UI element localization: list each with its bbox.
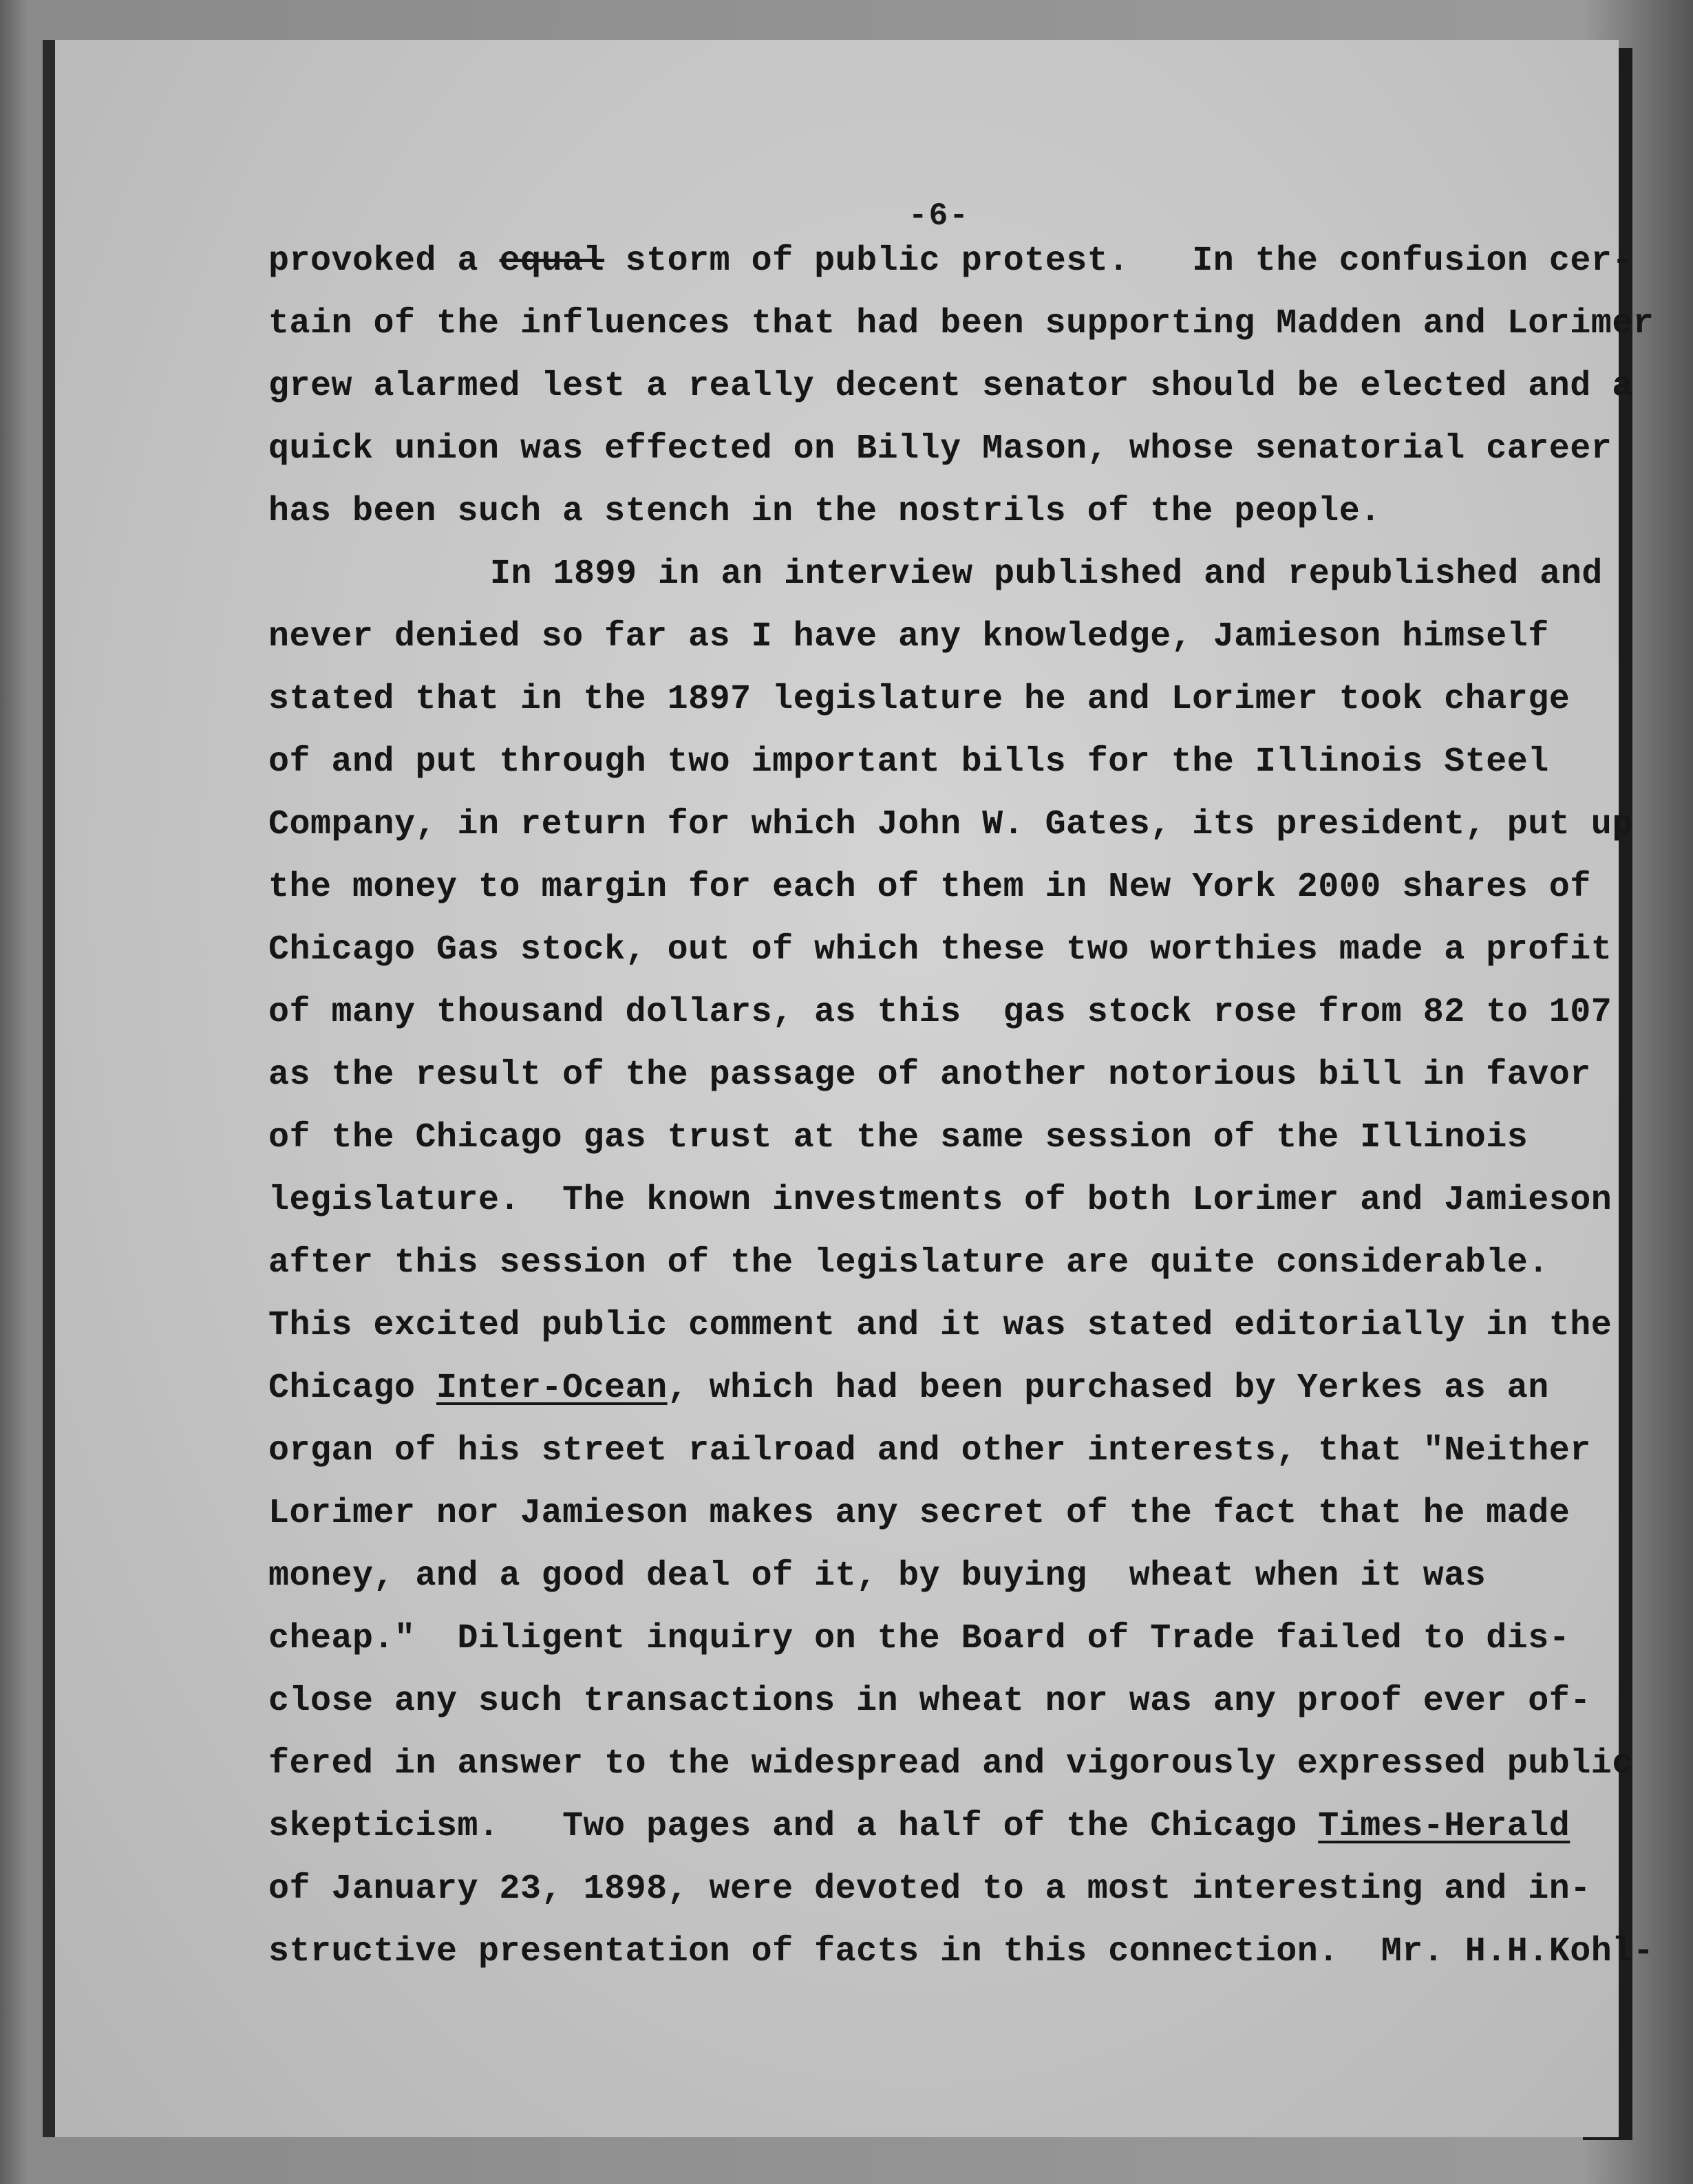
text-line-5: has been such a stench in the nostrils of the people. — [268, 492, 1381, 531]
text-line-16: legislature. The known investments of both Lorimer and Jamieson — [268, 1181, 1612, 1220]
text-line-9: of and put through two important bills for the Illinois Steel — [268, 742, 1549, 782]
page-number: -6- — [908, 198, 970, 234]
underlined-title: Times-Herald — [1318, 1807, 1570, 1846]
text-line-26 — [268, 1806, 1570, 1848]
text-line-10: Company, in return for which John W. Gates, its president, put up — [268, 805, 1633, 844]
typed-page — [43, 40, 1654, 2137]
text-line-3: grew alarmed lest a really decent senator should be elected and a — [268, 367, 1633, 406]
text-line-27: of January 23, 1898, were devoted to a most interesting and in- — [268, 1870, 1591, 1909]
text-line-11: the money to margin for each of them in New York 2000 shares of — [268, 868, 1591, 907]
text-line-28: structive presentation of facts in this connection. Mr. H.H.Kohl- — [268, 1932, 1654, 1971]
text-fragment: skepticism. Two pages and a half of the Chicago — [268, 1807, 1319, 1846]
text-line-6: In 1899 in an interview published and republished and — [490, 555, 1603, 594]
text-line-17: after this session of the legislature are quite considerable. — [268, 1243, 1549, 1283]
text-line-8: stated that in the 1897 legislature he and Lorimer took charge — [268, 680, 1570, 719]
text-line-21: Lorimer nor Jamieson makes any secret of the fact that he made — [268, 1494, 1570, 1533]
text-line-13: of many thousand dollars, as this gas stock rose from 82 to 107 — [268, 993, 1612, 1032]
text-fragment: , which had been purchased by Yerkes as an — [667, 1369, 1549, 1408]
text-line-4: quick union was effected on Billy Mason, whose senatorial career — [268, 429, 1612, 469]
text-line-25: fered in answer to the widespread and vigorously expressed public — [268, 1744, 1633, 1784]
text-line-23: cheap." Diligent inquiry on the Board of Trade failed to dis- — [268, 1619, 1570, 1658]
text-line-2: tain of the influences that had been supporting Madden and Lorimer — [268, 304, 1654, 343]
text-line-15: of the Chicago gas trust at the same session of the Illinois — [268, 1118, 1529, 1157]
text-line-20: organ of his street railroad and other interests, that "Neither — [268, 1431, 1591, 1470]
text-line-18: This excited public comment and it was stated editorially in the — [268, 1306, 1612, 1345]
underlined-title: Inter-Ocean — [436, 1369, 668, 1408]
text-line-22: money, and a good deal of it, by buying wheat when it was — [268, 1556, 1487, 1596]
text-line-7: never denied so far as I have any knowledge, Jamieson himself — [268, 617, 1549, 656]
struck-word: equal — [499, 242, 605, 281]
text-line-1 — [268, 241, 1633, 282]
text-fragment: storm of public protest. In the confusion cer- — [604, 242, 1633, 281]
text-line-24: close any such transactions in wheat nor was any proof ever of- — [268, 1682, 1591, 1721]
text-line-14: as the result of the passage of another notorious bill in favor — [268, 1056, 1591, 1095]
text-fragment: Chicago — [268, 1369, 437, 1408]
text-line-19 — [268, 1368, 1549, 1409]
text-fragment: provoked a — [268, 242, 479, 281]
text-line-12: Chicago Gas stock, out of which these two worthies made a profit — [268, 930, 1612, 970]
